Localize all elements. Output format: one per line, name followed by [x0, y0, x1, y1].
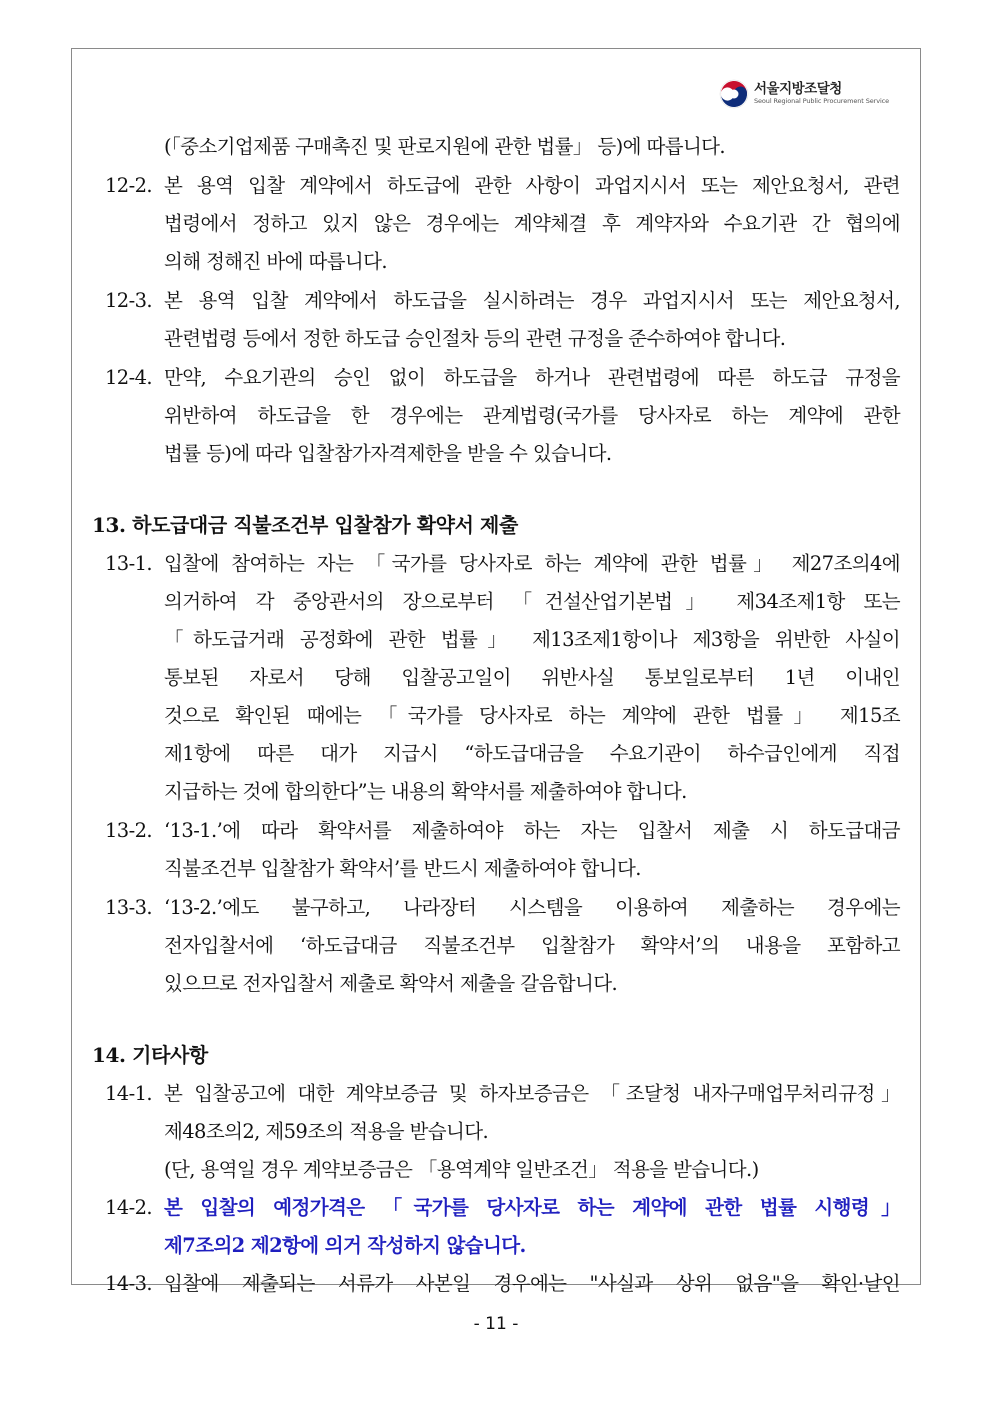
paragraph-line [92, 735, 900, 773]
clause-13-2 [92, 812, 900, 850]
text-line: 위반하여 하도급을 한 경우에는 관계법령(국가를 당사자로 하는 계약에 관한 [164, 404, 900, 427]
page-number: - 11 - [473, 1314, 519, 1334]
paragraph-line [92, 659, 900, 697]
text-line: 직불조건부 입찰참가 확약서’를 반드시 제출하여야 합니다. [164, 857, 641, 880]
text-line: 관련법령 등에서 정한 하도급 승인절차 등의 관련 규정을 준수하여야 합니다. [164, 327, 786, 350]
paragraph-line [92, 965, 900, 1003]
clause-14-1 [92, 1075, 900, 1113]
text-line: 법률 등)에 따라 입찰참가자격제한을 받을 수 있습니다. [164, 442, 612, 465]
text-line: 입찰에 제출되는 서류가 사본일 경우에는 "사실과 상위 없음"을 확인·날인 [164, 1272, 900, 1295]
document-body [92, 128, 900, 1303]
text-line: 지급하는 것에 합의한다”는 내용의 확약서를 제출하여야 합니다. [164, 780, 687, 803]
text-line: 만약, 수요기관의 승인 없이 하도급을 하거나 관련법령에 따른 하도급 규정을 [164, 366, 900, 389]
clause-number: 14-1. [105, 1082, 153, 1105]
paragraph-line [92, 320, 900, 358]
text-line: 것으로 확인된 때에는 「국가를 당사자로 하는 계약에 관한 법률」 제15조 [164, 704, 900, 727]
text-line: 본 입찰공고에 대한 계약보증금 및 하자보증금은 「조달청 내자구매업무처리규정」 [164, 1082, 900, 1105]
text-line: 제1항에 따른 대가 지급시 “하도급대금을 수요기관이 하수급인에게 직접 [164, 742, 900, 765]
text-line: (「중소기업제품 구매촉진 및 판로지원에 관한 법률」 등)에 따릅니다. [164, 135, 726, 158]
text-line: 있으므로 전자입찰서 제출로 확약서 제출을 갈음합니다. [164, 972, 618, 995]
paragraph-line [92, 927, 900, 965]
paragraph-line [92, 397, 900, 435]
highlighted-text-line: 본 입찰의 예정가격은 「국가를 당사자로 하는 계약에 관한 법률 시행령」 [164, 1196, 900, 1219]
clause-number: 12-4. [105, 366, 153, 389]
text-line: 제48조의2, 제59조의 적용을 받습니다. [164, 1120, 489, 1143]
text-line: 전자입찰서에 ‘하도급대금 직불조건부 입찰참가 확약서’의 내용을 포함하고 [164, 934, 900, 957]
paragraph-line [92, 1151, 900, 1189]
clause-12-2 [92, 167, 900, 205]
clause-13-1 [92, 545, 900, 583]
text-line: 본 용역 입찰 계약에서 하도급을 실시하려는 경우 과업지시서 또는 제안요청서, [164, 289, 900, 312]
text-line: 법령에서 정하고 있지 않은 경우에는 계약체결 후 계약자와 수요기관 간 협의에 [164, 212, 900, 235]
clause-12-3 [92, 282, 900, 320]
section-heading-14: 14. 기타사항 [92, 1043, 208, 1067]
clause-number: 12-3. [105, 289, 153, 312]
text-line: 의해 정해진 바에 따릅니다. [164, 250, 388, 273]
paragraph-line [92, 128, 900, 166]
paragraph-line [92, 243, 900, 281]
text-line: 입찰에 참여하는 자는 「국가를 당사자로 하는 계약에 관한 법률」 제27조의4에 [164, 552, 900, 575]
text-line: 「하도급거래 공정화에 관한 법률」 제13조제1항이나 제3항을 위반한 사실이 [164, 628, 900, 651]
text-line: 본 용역 입찰 계약에서 하도급에 관한 사항이 과업지시서 또는 제안요청서, 관련 [164, 174, 900, 197]
text-line: (단, 용역일 경우 계약보증금은 「용역계약 일반조건」 적용을 받습니다.) [164, 1158, 759, 1181]
org-logo [718, 76, 898, 112]
paragraph-line [92, 1227, 900, 1265]
highlighted-text-line: 제7조의2 제2항에 의거 작성하지 않습니다. [164, 1234, 526, 1257]
paragraph-line [92, 773, 900, 811]
clause-number: 13-2. [105, 819, 153, 842]
clause-number: 13-1. [105, 552, 153, 575]
text-line: 의거하여 각 중앙관서의 장으로부터 「건설산업기본법」 제34조제1항 또는 [164, 590, 900, 613]
paragraph-line [92, 1113, 900, 1151]
clause-13-3 [92, 889, 900, 927]
clause-number: 14-3. [105, 1272, 153, 1295]
paragraph-line [92, 435, 900, 473]
paragraph-line [92, 697, 900, 735]
clause-number: 12-2. [105, 174, 153, 197]
taegeuk-icon [718, 78, 750, 110]
clause-number: 13-3. [105, 896, 153, 919]
clause-14-2 [92, 1189, 900, 1227]
org-name: 서울지방조달청 [754, 81, 842, 97]
clause-14-3 [92, 1265, 900, 1303]
org-name-english: Seoul Regional Public Procurement Service [754, 97, 890, 105]
text-line: ‘13-2.’에도 불구하고, 나라장터 시스템을 이용하여 제출하는 경우에는 [164, 896, 900, 919]
text-line: ‘13-1.’에 따라 확약서를 제출하여야 하는 자는 입찰서 제출 시 하도급대금 [164, 819, 900, 842]
clause-12-4 [92, 359, 900, 397]
clause-number: 14-2. [105, 1196, 153, 1219]
paragraph-line [92, 850, 900, 888]
paragraph-line [92, 205, 900, 243]
text-line: 통보된 자로서 당해 입찰공고일이 위반사실 통보일로부터 1년 이내인 [164, 666, 900, 689]
paragraph-line [92, 583, 900, 621]
paragraph-line [92, 621, 900, 659]
section-heading-13: 13. 하도급대금 직불조건부 입찰참가 확약서 제출 [92, 513, 518, 537]
